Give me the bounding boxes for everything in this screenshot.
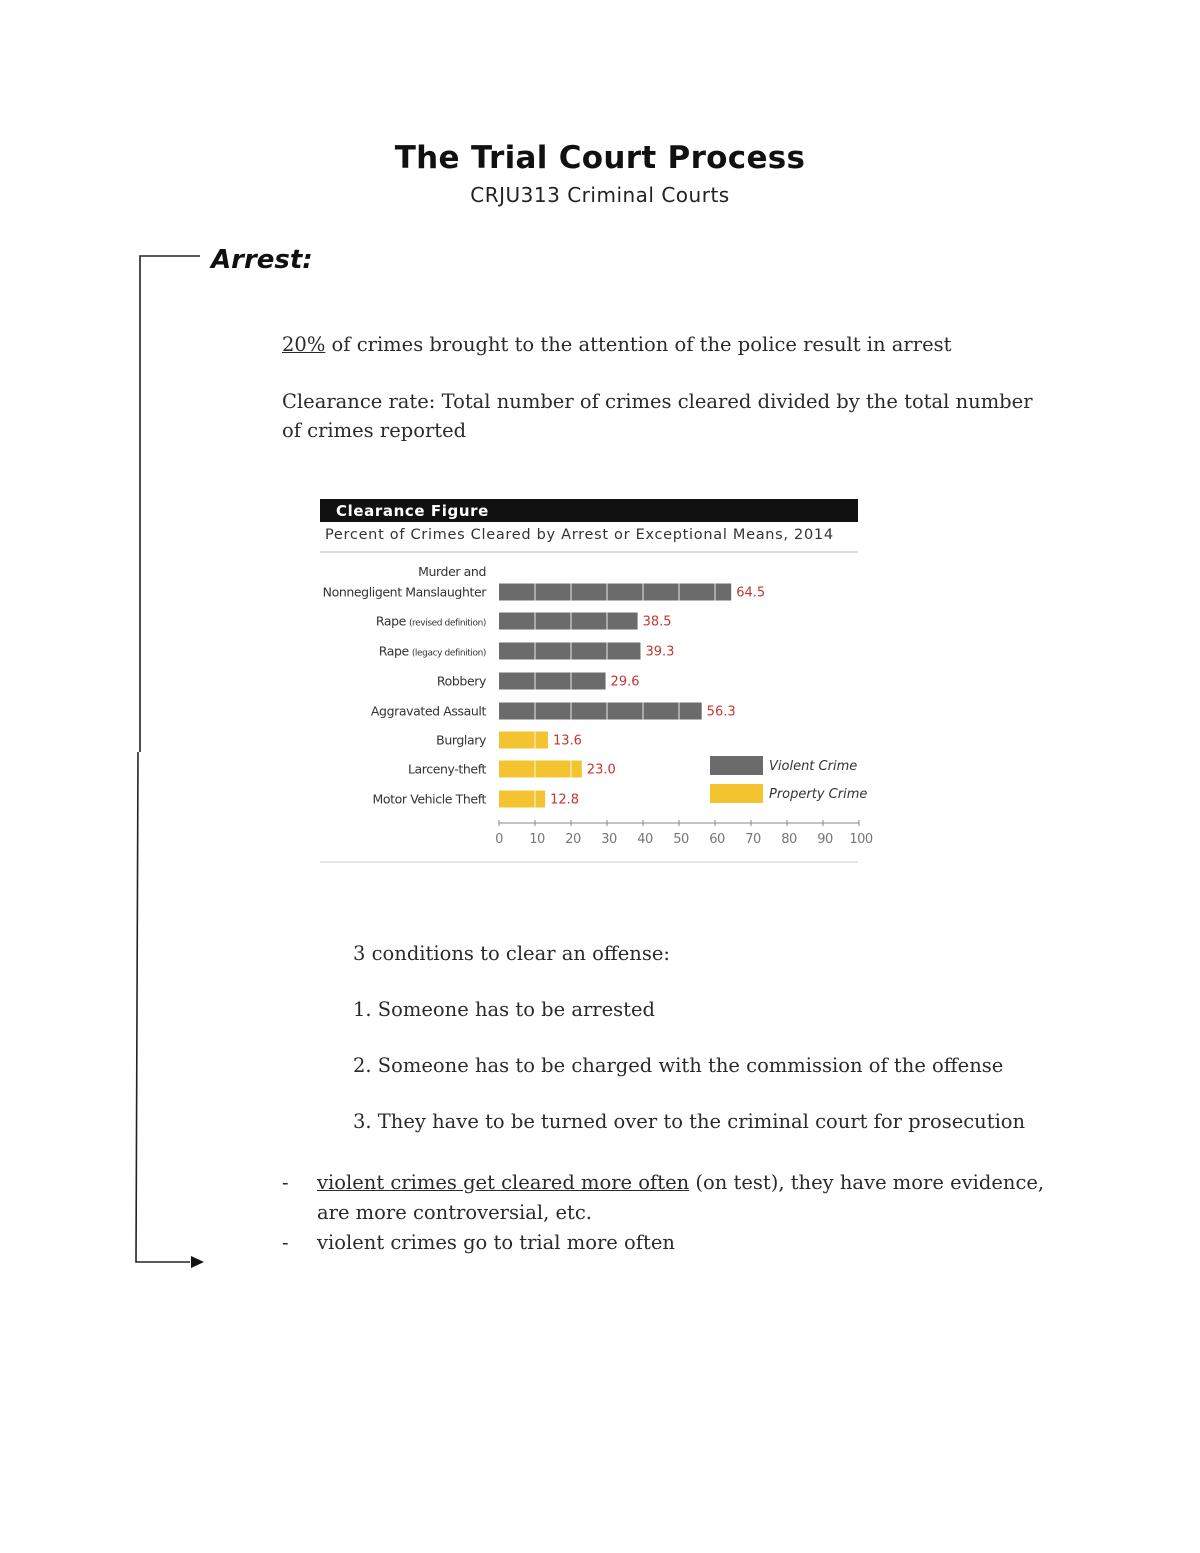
x-tick-label: 80: [781, 832, 797, 847]
x-tick-label: 60: [709, 832, 725, 847]
category-label: Larceny-theft: [407, 761, 486, 777]
x-tick-label: 10: [529, 832, 545, 847]
page-title: The Trial Court Process: [394, 140, 806, 176]
paragraph-arrest-stat: [282, 330, 951, 359]
page-subtitle: CRJU313 Criminal Courts: [470, 183, 730, 207]
bar-0: [499, 584, 731, 601]
list-item: [282, 1228, 1062, 1258]
x-tick-label: 50: [673, 832, 689, 847]
bullet-dash: -: [282, 1171, 289, 1194]
x-tick-label: 20: [565, 832, 581, 847]
value-label: 13.6: [552, 733, 582, 749]
chart-title: Percent of Crimes Cleared by Arrest or Exceptional Means, 2014: [325, 527, 834, 543]
x-tick-label: 30: [601, 832, 617, 847]
condition-item: 1. Someone has to be arrested: [353, 998, 656, 1021]
bar-1: [499, 613, 638, 630]
arrest-percent: 20%: [282, 333, 326, 356]
condition-item: 2. Someone has to be charged with the commission of the offense: [353, 1054, 1004, 1077]
value-label: 56.3: [706, 704, 736, 720]
category-label: Robbery: [436, 673, 486, 689]
category-label: Rape (revised definition): [375, 613, 486, 629]
category-label: Burglary: [436, 732, 486, 748]
bullet-underlined-text: violent crimes get cleared more often: [317, 1171, 690, 1194]
paragraph-clearance-rate: Clearance rate: Total number of crimes cleared divided by the total number of crimes reported: [282, 390, 1033, 442]
list-item: [282, 1168, 1062, 1228]
x-tick-label: 70: [745, 832, 761, 847]
x-tick-label: 100: [849, 832, 873, 847]
value-label: 64.5: [736, 585, 766, 601]
arrowhead-icon: [191, 1256, 204, 1268]
bar-7: [499, 791, 545, 808]
x-tick-label: 0: [495, 832, 503, 847]
value-label: 39.3: [645, 644, 675, 660]
category-label: Aggravated Assault: [370, 703, 486, 719]
legend-swatch-property: [710, 784, 763, 803]
value-label: 38.5: [642, 614, 672, 630]
category-label: Rape (legacy definition): [378, 643, 486, 659]
category-label: Motor Vehicle Theft: [372, 791, 486, 807]
bullet-text: (on test), they have more evidence, are more controversial, etc.: [317, 1171, 1045, 1224]
value-label: 12.8: [550, 792, 580, 808]
arrest-stat-text: of crimes brought to the attention of the police result in arrest: [325, 333, 952, 356]
bar-6: [499, 761, 582, 778]
bullet-list: [282, 1168, 1062, 1258]
bar-4: [499, 703, 702, 720]
value-label: 23.0: [586, 762, 616, 778]
legend-swatch-violent: [710, 756, 763, 775]
legend-label-violent: Violent Crime: [769, 759, 858, 774]
conditions-intro: 3 conditions to clear an offense:: [353, 942, 670, 965]
x-tick-label: 90: [817, 832, 833, 847]
bar-2: [499, 643, 640, 660]
bar-5: [499, 732, 548, 749]
category-label: Nonnegligent Manslaughter: [322, 584, 486, 600]
bar-3: [499, 673, 606, 690]
bullet-text: violent crimes go to trial more often: [317, 1231, 675, 1254]
value-label: 29.6: [610, 674, 640, 690]
category-label: Murder and: [418, 564, 486, 579]
chart-plot: [320, 499, 880, 869]
legend-label-property: Property Crime: [769, 787, 868, 802]
clearance-chart: [320, 499, 880, 869]
condition-item: 3. They have to be turned over to the criminal court for prosecution: [353, 1110, 1026, 1133]
section-heading: Arrest:: [211, 245, 313, 275]
x-tick-label: 40: [637, 832, 653, 847]
chart-header: Clearance Figure: [320, 499, 858, 522]
bullet-dash: -: [282, 1231, 289, 1254]
